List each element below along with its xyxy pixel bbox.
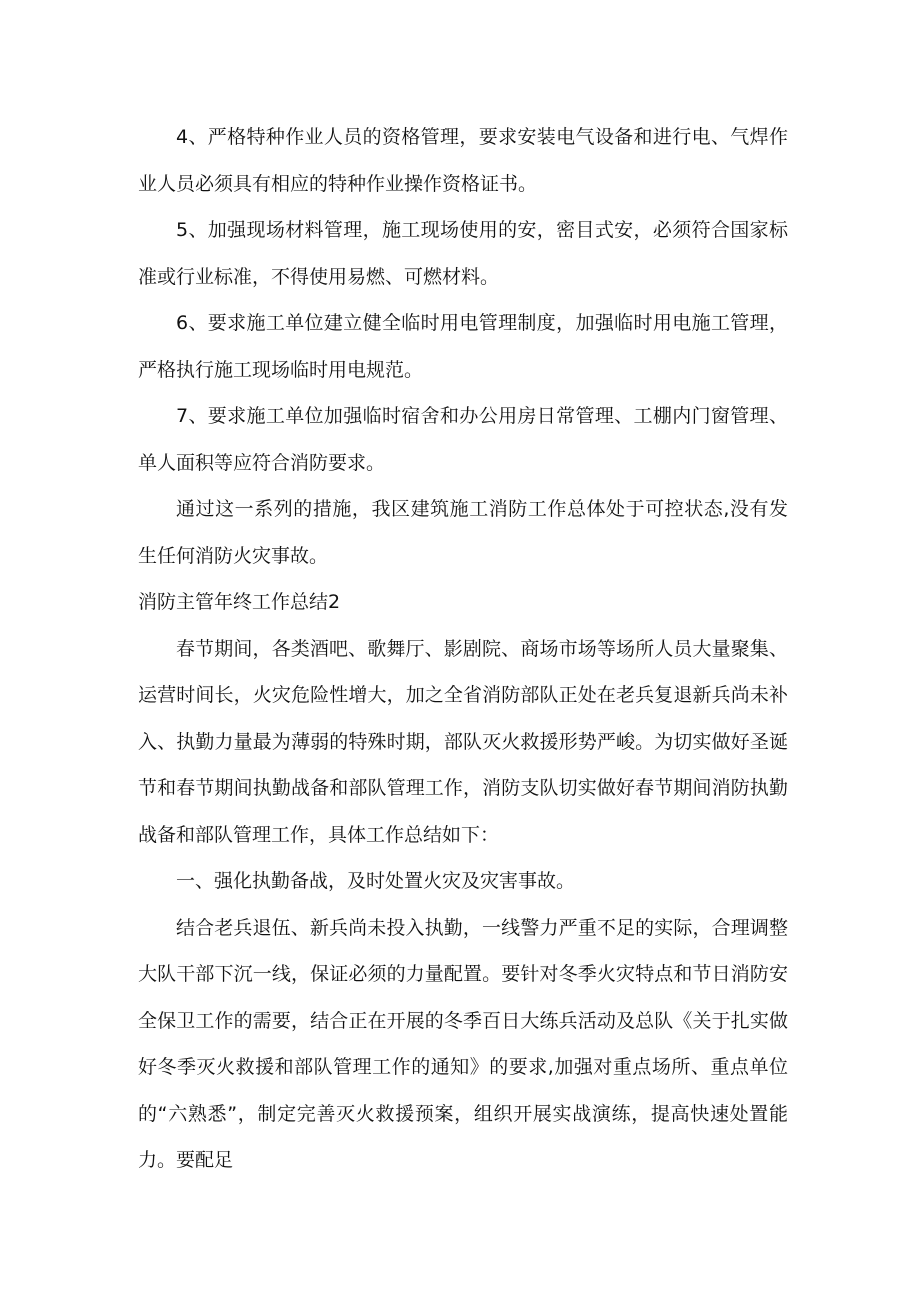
paragraph-item-4: 4、严格特种作业人员的资格管理，要求安装电气设备和进行电、气焊作业人员必须具有相应的特种作业操作资格证书。 (138, 126, 788, 195)
paragraph-item-5: 5、加强现场材料管理，施工现场使用的安，密目式安，必须符合国家标准或行业标准，不得使用易燃、可燃材料。 (138, 219, 788, 288)
paragraph-item-7: 7、要求施工单位加强临时宿舍和办公用房日常管理、工棚内门窗管理、单人面积等应符合消防要求。 (138, 405, 788, 474)
paragraph-body: 结合老兵退伍、新兵尚未投入执勤，一线警力严重不足的实际，合理调整大队干部下沉一线，保证必须的力量配置。要针对冬季火灾特点和节日消防安全保卫工作的需要，结合正在开展的冬季百日大练兵活动及总队《关于扎实做好冬季灭火救援和部队管理工作的通知》的要求,加强对重点场所、重点单位的“六熟悉”，制定完善灭火救援预案，组织开展实战演练，提高快速处置能力。要配足 (138, 916, 788, 1171)
paragraph-item-6: 6、要求施工单位建立健全临时用电管理制度，加强临时用电施工管理，严格执行施工现场临时用电规范。 (138, 312, 788, 381)
paragraph-conclusion: 通过这一系列的措施，我区建筑施工消防工作总体处于可控状态,没有发生任何消防火灾事故。 (138, 498, 788, 567)
paragraph-subheading-one: 一、强化执勤备战，及时处置火灾及灾害事故。 (176, 870, 576, 892)
document-body (138, 114, 788, 1184)
paragraph-intro: 春节期间，各类酒吧、歌舞厅、影剧院、商场市场等场所人员大量聚集、运营时间长，火灾危险性增大，加之全省消防部队正处在老兵复退新兵尚未补入、执勤力量最为薄弱的特殊时期，部队灭火救援形势严峻。为切实做好圣诞节和春节期间执勤战备和部队管理工作，消防支队切实做好春节期间消防执勤战备和部队管理工作，具体工作总结如下： (138, 637, 788, 846)
section-title: 消防主管年终工作总结2 (138, 591, 341, 613)
